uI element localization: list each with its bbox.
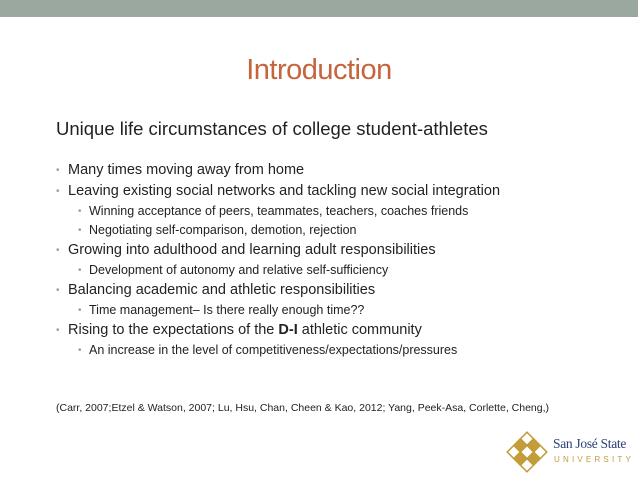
slide-title: Introduction <box>246 54 392 86</box>
bullet-text: An increase in the level of competitiveness/expectations/pressures <box>89 343 458 357</box>
university-logo <box>505 430 635 474</box>
logo-subtext: UNIVERSITY <box>554 455 635 464</box>
bullet-item <box>56 280 626 301</box>
bullet-icon: • <box>56 325 60 336</box>
sub-bullet-item <box>56 301 626 320</box>
sjsu-emblem-icon <box>505 430 549 474</box>
bullet-text-bold: D-I <box>278 322 298 338</box>
sub-bullet-item <box>56 202 626 221</box>
bullet-item <box>56 160 626 181</box>
bullet-icon: • <box>78 305 82 316</box>
sub-bullet-item <box>56 261 626 280</box>
bullet-text: Negotiating self-comparison, demotion, rejection <box>89 223 357 237</box>
bullet-text: Growing into adulthood and learning adult responsibilities <box>68 242 436 258</box>
logo-wordmark: San José State <box>553 436 627 451</box>
bullet-icon: • <box>78 265 82 276</box>
citation: (Carr, 2007;Etzel & Watson, 2007; Lu, Hsu, Chan, Cheen & Kao, 2012; Yang, Peek-Asa, Corlette, Cheng,) <box>56 402 550 414</box>
bullet-item <box>56 240 626 261</box>
bullet-icon: • <box>78 345 82 356</box>
top-accent-bar <box>0 0 638 17</box>
bullet-text: Leaving existing social networks and tackling new social integration <box>68 183 501 199</box>
bullet-list <box>56 160 626 360</box>
bullet-icon: • <box>56 186 60 197</box>
bullet-text: Many times moving away from home <box>68 162 305 178</box>
bullet-icon: • <box>56 165 60 176</box>
bullet-text: Winning acceptance of peers, teammates, teachers, coaches friends <box>89 204 469 218</box>
bullet-icon: • <box>56 285 60 296</box>
bullet-icon: • <box>78 206 82 217</box>
sub-bullet-item <box>56 221 626 240</box>
sub-bullet-item <box>56 341 626 360</box>
bullet-icon: • <box>78 225 82 236</box>
slide-subtitle: Unique life circumstances of college student-athletes <box>56 118 488 139</box>
bullet-text: Development of autonomy and relative self-sufficiency <box>89 263 389 277</box>
bullet-text: Balancing academic and athletic responsibilities <box>68 282 376 298</box>
bullet-item <box>56 181 626 202</box>
bullet-icon: • <box>56 245 60 256</box>
bullet-item <box>56 320 626 341</box>
bullet-text: athletic community <box>297 322 422 338</box>
bullet-text: Rising to the expectations of the <box>68 322 279 338</box>
bullet-text: Time management– Is there really enough time?? <box>89 303 365 317</box>
